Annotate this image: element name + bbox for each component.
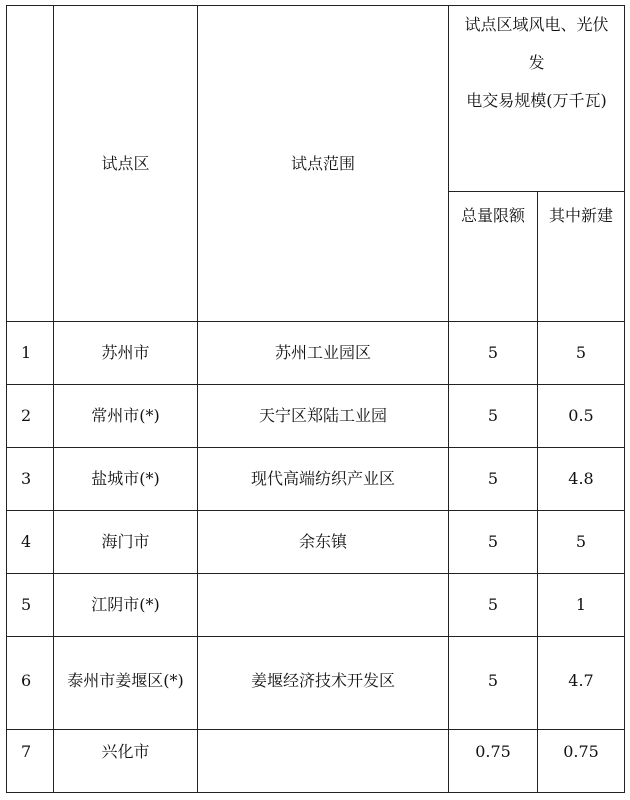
table-row	[7, 574, 625, 637]
row-new: 4.8	[538, 448, 625, 511]
table-row	[7, 322, 625, 385]
row-district: 海门市	[54, 511, 198, 574]
header-trade-scale-line-2: 发	[528, 53, 545, 72]
row-scope: 现代高端纺织产业区	[198, 448, 449, 511]
row-district: 苏州市	[54, 322, 198, 385]
header-trade-scale-line-3: 电交易规模(万千瓦)	[466, 91, 607, 110]
header-index	[7, 6, 54, 322]
row-total: 0.75	[449, 730, 538, 793]
row-index: 7	[7, 730, 54, 793]
row-index: 2	[7, 385, 54, 448]
row-total: 5	[449, 322, 538, 385]
row-new: 0.75	[538, 730, 625, 793]
table-row	[7, 448, 625, 511]
row-index: 5	[7, 574, 54, 637]
row-index: 3	[7, 448, 54, 511]
row-index: 1	[7, 322, 54, 385]
row-scope: 姜堰经济技术开发区	[198, 637, 449, 730]
row-new: 1	[538, 574, 625, 637]
row-total: 5	[449, 511, 538, 574]
header-trade-scale-line-1: 试点区域风电、光伏	[464, 15, 609, 34]
row-new: 5	[538, 511, 625, 574]
table-row	[7, 385, 625, 448]
row-total: 5	[449, 448, 538, 511]
header-total-limit: 总量限额	[449, 192, 538, 322]
pilot-zone-table	[6, 5, 625, 793]
row-new: 5	[538, 322, 625, 385]
row-total: 5	[449, 385, 538, 448]
row-total: 5	[449, 637, 538, 730]
row-scope	[198, 730, 449, 793]
table-row	[7, 730, 625, 793]
header-scope: 试点范围	[198, 6, 449, 322]
row-district: 泰州市姜堰区(*)	[54, 637, 198, 730]
row-scope: 余东镇	[198, 511, 449, 574]
row-new: 4.7	[538, 637, 625, 730]
header-new-build: 其中新建	[538, 192, 625, 322]
table-row	[7, 637, 625, 730]
row-index: 4	[7, 511, 54, 574]
row-index: 6	[7, 637, 54, 730]
row-district: 常州市(*)	[54, 385, 198, 448]
row-district: 江阴市(*)	[54, 574, 198, 637]
row-total: 5	[449, 574, 538, 637]
header-trade-scale	[449, 6, 625, 192]
row-district: 兴化市	[54, 730, 198, 793]
row-scope: 天宁区郑陆工业园	[198, 385, 449, 448]
row-scope: 苏州工业园区	[198, 322, 449, 385]
row-new: 0.5	[538, 385, 625, 448]
row-scope	[198, 574, 449, 637]
row-district: 盐城市(*)	[54, 448, 198, 511]
table-row	[7, 511, 625, 574]
header-district: 试点区	[54, 6, 198, 322]
